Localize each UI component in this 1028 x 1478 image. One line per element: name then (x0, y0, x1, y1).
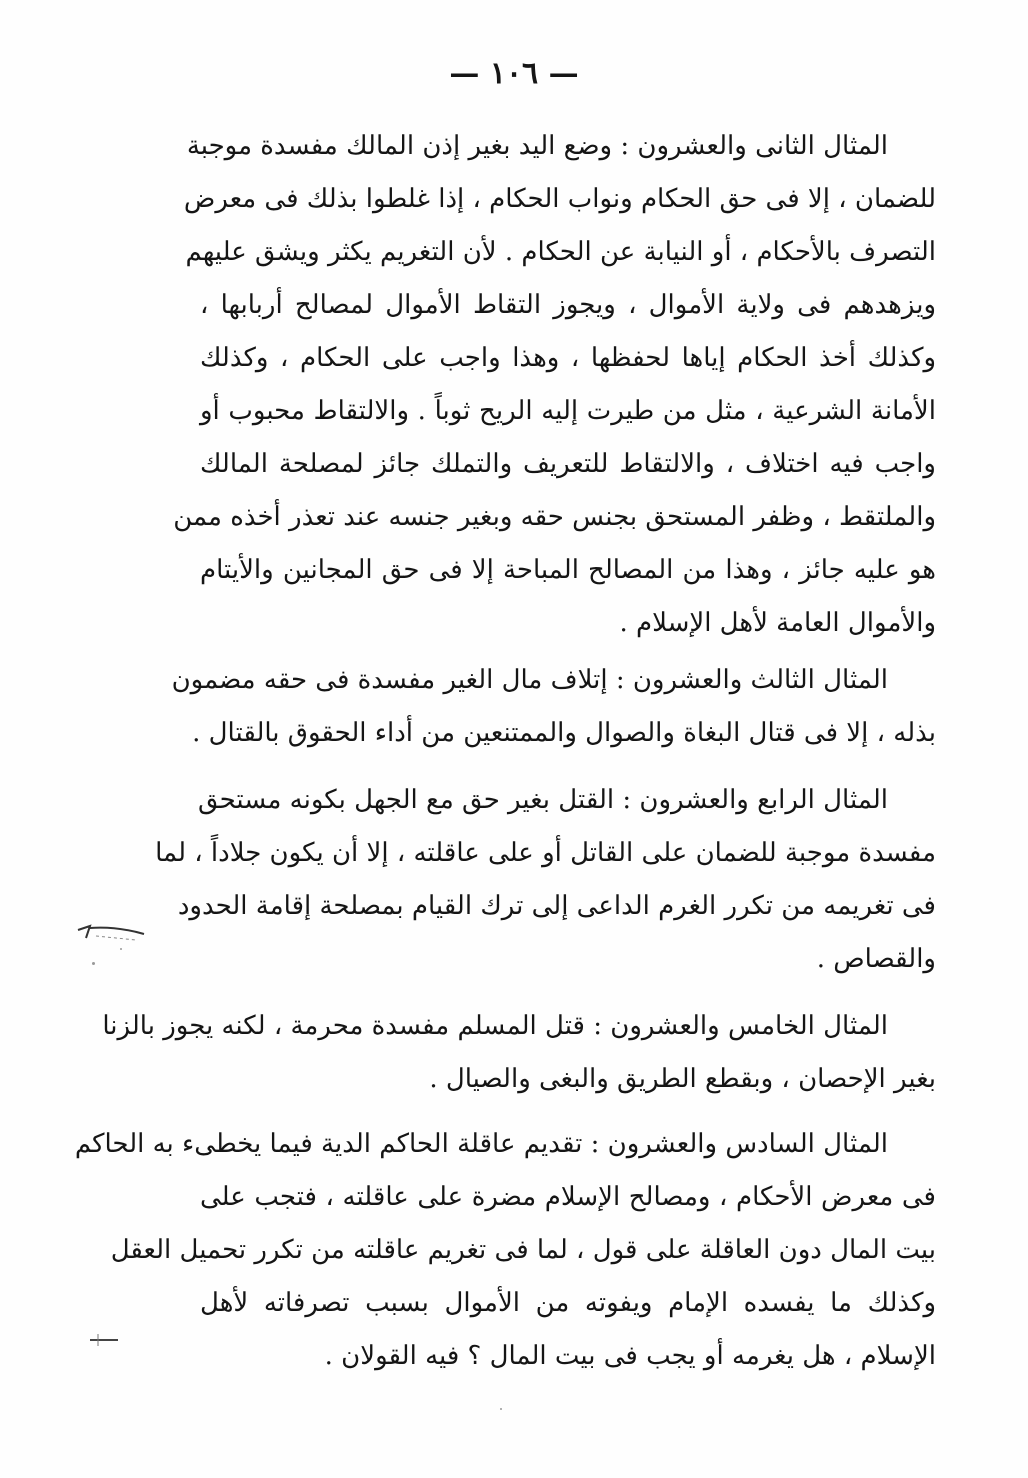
text-line: والأموال العامة لأهل الإسلام . (619, 608, 936, 638)
text-line: وكذلك أخذ الحكام إياها لحفظها ، وهذا واجب على الحكام ، وكذلك (200, 343, 936, 373)
text-line: والملتقط ، وظفر المستحق بجنس حقه وبغير جنسه عند تعذر أخذه ممن (173, 502, 936, 532)
scan-speck (500, 1408, 502, 1410)
margin-scan-mark (76, 916, 146, 946)
scan-speck (120, 948, 122, 950)
text-line: وكذلك ما يفسده الإمام ويفوته من الأموال بسبب تصرفاته لأهل (200, 1288, 936, 1318)
margin-scan-mark (84, 1324, 124, 1354)
paragraph-22 (173, 120, 936, 650)
text-line: فى تغريمه من تكرر الغرم الداعى إلى ترك القيام بمصلحة إقامة الحدود (177, 891, 936, 921)
page-number: — ١٠٦ — (449, 56, 579, 91)
paragraph-23 (171, 654, 936, 760)
text-line: ويزهدهم فى ولاية الأموال ، ويجوز التقاط الأموال لمصالح أربابها ، (200, 290, 936, 320)
text-line: والقصاص . (816, 944, 936, 974)
scan-speck (92, 962, 95, 965)
text-line: بغير الإحصان ، وبقطع الطريق والبغى والصيال . (429, 1064, 936, 1094)
text-line: المثال الرابع والعشرون : القتل بغير حق مع الجهل بكونه مستحق (197, 785, 888, 815)
text-line: الأمانة الشرعية ، مثل من طيرت إليه الريح ثوباً . والالتقاط محبوب أو (200, 396, 936, 426)
text-line: المثال الثالث والعشرون : إتلاف مال الغير مفسدة فى حقه مضمون (171, 665, 888, 695)
text-line: المثال الثانى والعشرون : وضع اليد بغير إذن المالك مفسدة موجبة (186, 131, 888, 161)
text-line: المثال السادس والعشرون : تقديم عاقلة الحاكم الدية فيما يخطىء به الحاكم (74, 1129, 888, 1159)
text-line: للضمان ، إلا فى حق الحكام ونواب الحكام ، إذا غلطوا بذلك فى معرض (183, 184, 936, 214)
paragraph-24 (155, 774, 936, 986)
text-line: الإسلام ، هل يغرمه أو يجب فى بيت المال ؟ فيه القولان . (324, 1341, 936, 1371)
text-line: المثال الخامس والعشرون : قتل المسلم مفسدة محرمة ، لكنه يجوز بالزنا (102, 1011, 888, 1041)
paragraph-26 (74, 1118, 936, 1383)
text-line: بذله ، إلا فى قتال البغاة والصوال والممتنعين من أداء الحقوق بالقتال . (192, 718, 936, 748)
text-line: التصرف بالأحكام ، أو النيابة عن الحكام . لأن التغريم يكثر ويشق عليهم (185, 237, 936, 267)
text-line: هو عليه جائز ، وهذا من المصالح المباحة إلا فى حق المجانين والأيتام (200, 555, 936, 585)
text-line: بيت المال دون العاقلة على قول ، لما فى تغريم عاقلته من تكرر تحميل العقل (110, 1235, 936, 1265)
paragraph-25 (102, 1000, 936, 1106)
text-line: مفسدة موجبة للضمان على القاتل أو على عاقلته ، إلا أن يكون جلاداً ، لما (155, 838, 936, 868)
text-line: فى معرض الأحكام ، ومصالح الإسلام مضرة على عاقلته ، فتجب على (200, 1182, 936, 1212)
text-line: واجب فيه اختلاف ، والالتقاط للتعريف والتملك جائز لمصلحة المالك (200, 449, 936, 479)
